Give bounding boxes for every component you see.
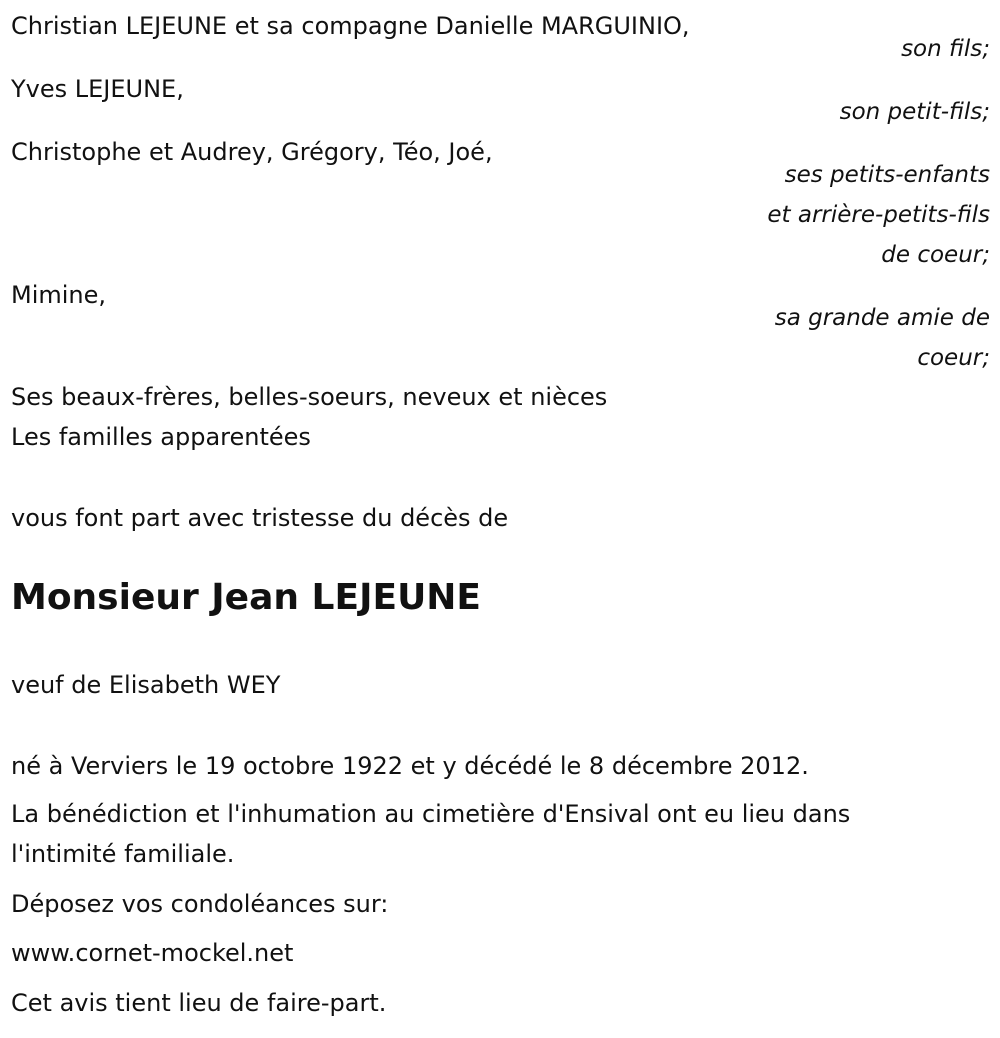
closing-text: Cet avis tient lieu de faire-part. — [11, 989, 387, 1017]
ceremony-line-2: l'intimité familiale. — [11, 840, 235, 868]
relation-son: son fils; — [901, 36, 990, 62]
relation-grandchildren-line-2: et arrière-petits-fils — [767, 202, 990, 228]
website-link[interactable]: www.cornet-mockel.net — [11, 939, 294, 967]
family-names-grandson: Yves LEJEUNE, — [11, 75, 184, 103]
family-names-friend: Mimine, — [11, 281, 107, 309]
family-names-son: Christian LEJEUNE et sa compagne Danielle MARGUINIO, — [11, 12, 690, 40]
other-family-line-2: Les familles apparentées — [11, 423, 311, 451]
other-family-line-1: Ses beaux-frères, belles-soeurs, neveux et nièces — [11, 383, 608, 411]
ceremony-line-1: La bénédiction et l'inhumation au cimetière d'Ensival ont eu lieu dans — [11, 800, 851, 828]
family-names-grandchildren: Christophe et Audrey, Grégory, Téo, Joé, — [11, 138, 493, 166]
relation-grandchildren-line-3: de coeur; — [881, 242, 990, 268]
widower-of: veuf de Elisabeth WEY — [11, 671, 281, 699]
relation-grandchildren-line-1: ses petits-enfants — [784, 162, 990, 188]
birth-death-info: né à Verviers le 19 octobre 1922 et y décédé le 8 décembre 2012. — [11, 752, 809, 780]
relation-friend-line-2: coeur; — [917, 345, 990, 371]
relation-grandson: son petit-fils; — [839, 99, 990, 125]
deceased-name: Monsieur Jean LEJEUNE — [11, 577, 482, 618]
announcement-text: vous font part avec tristesse du décès de — [11, 504, 509, 532]
relation-friend-line-1: sa grande amie de — [774, 305, 990, 331]
condolences-label: Déposez vos condoléances sur: — [11, 890, 389, 918]
